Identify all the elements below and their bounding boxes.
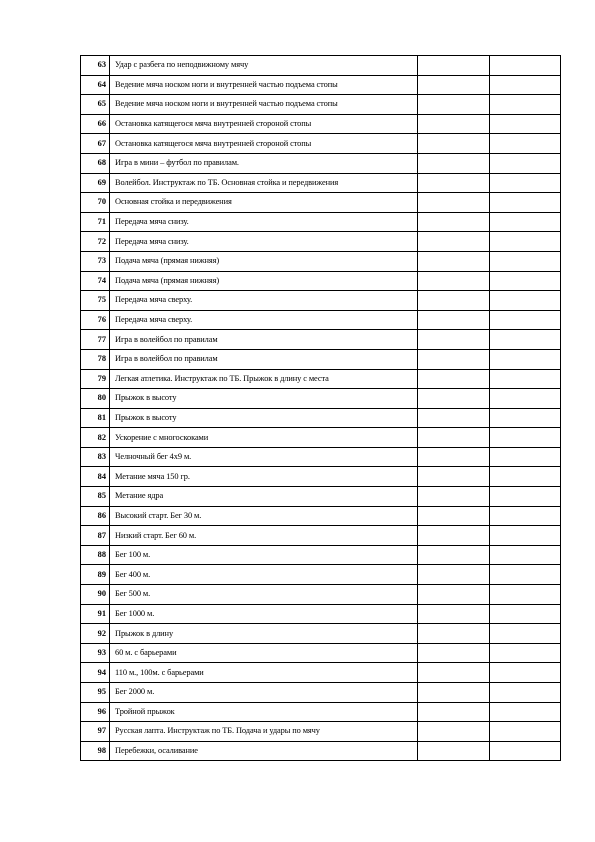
lesson-number-cell: 90 <box>81 585 110 605</box>
planned-date-cell <box>418 310 490 330</box>
actual-date-cell <box>490 389 561 409</box>
actual-date-cell <box>490 663 561 683</box>
planned-date-cell <box>418 643 490 663</box>
lesson-number-cell: 70 <box>81 193 110 213</box>
actual-date-cell <box>490 526 561 546</box>
lesson-topic-cell: Игра в волейбол по правилам <box>110 349 418 369</box>
planned-date-cell <box>418 487 490 507</box>
table-row <box>81 722 561 742</box>
lesson-number-cell: 76 <box>81 310 110 330</box>
actual-date-cell <box>490 134 561 154</box>
lesson-number-cell: 72 <box>81 232 110 252</box>
actual-date-cell <box>490 683 561 703</box>
lesson-number-cell: 85 <box>81 487 110 507</box>
table-row <box>81 193 561 213</box>
table-row <box>81 408 561 428</box>
planned-date-cell <box>418 741 490 761</box>
lesson-number-cell: 74 <box>81 271 110 291</box>
actual-date-cell <box>490 291 561 311</box>
lesson-topic-cell: Подача мяча (прямая нижняя) <box>110 271 418 291</box>
planned-date-cell <box>418 349 490 369</box>
planned-date-cell <box>418 389 490 409</box>
lesson-number-cell: 93 <box>81 643 110 663</box>
lesson-number-cell: 77 <box>81 330 110 350</box>
actual-date-cell <box>490 565 561 585</box>
planned-date-cell <box>418 565 490 585</box>
table-row <box>81 565 561 585</box>
lesson-topic-cell: Игра в волейбол по правилам <box>110 330 418 350</box>
table-row <box>81 506 561 526</box>
actual-date-cell <box>490 369 561 389</box>
planned-date-cell <box>418 585 490 605</box>
actual-date-cell <box>490 643 561 663</box>
lesson-topic-cell: 60 м. с барьерами <box>110 643 418 663</box>
table-row <box>81 447 561 467</box>
lesson-number-cell: 65 <box>81 95 110 115</box>
lesson-number-cell: 95 <box>81 683 110 703</box>
lesson-number-cell: 78 <box>81 349 110 369</box>
actual-date-cell <box>490 722 561 742</box>
lesson-topic-cell: Бег 1000 м. <box>110 604 418 624</box>
planned-date-cell <box>418 75 490 95</box>
table-row <box>81 310 561 330</box>
actual-date-cell <box>490 330 561 350</box>
lesson-number-cell: 75 <box>81 291 110 311</box>
lesson-number-cell: 88 <box>81 545 110 565</box>
planned-date-cell <box>418 251 490 271</box>
actual-date-cell <box>490 232 561 252</box>
actual-date-cell <box>490 585 561 605</box>
lesson-topic-cell: Прыжок в высоту <box>110 389 418 409</box>
planned-date-cell <box>418 702 490 722</box>
table-row <box>81 349 561 369</box>
lesson-number-cell: 81 <box>81 408 110 428</box>
table-row <box>81 585 561 605</box>
table-row <box>81 702 561 722</box>
lesson-topic-cell: Низкий старт. Бег 60 м. <box>110 526 418 546</box>
lesson-number-cell: 94 <box>81 663 110 683</box>
lesson-topic-cell: Передача мяча сверху. <box>110 291 418 311</box>
actual-date-cell <box>490 212 561 232</box>
actual-date-cell <box>490 349 561 369</box>
table-row <box>81 232 561 252</box>
lesson-number-cell: 80 <box>81 389 110 409</box>
lesson-number-cell: 73 <box>81 251 110 271</box>
lesson-topic-cell: Высокий старт. Бег 30 м. <box>110 506 418 526</box>
actual-date-cell <box>490 173 561 193</box>
lesson-topic-cell: Волейбол. Инструктаж по ТБ. Основная стойка и передвижения <box>110 173 418 193</box>
lesson-topic-cell: Прыжок в высоту <box>110 408 418 428</box>
lesson-number-cell: 64 <box>81 75 110 95</box>
lesson-number-cell: 89 <box>81 565 110 585</box>
lesson-number-cell: 97 <box>81 722 110 742</box>
planned-date-cell <box>418 526 490 546</box>
table-row <box>81 428 561 448</box>
actual-date-cell <box>490 56 561 76</box>
lesson-topic-cell: Легкая атлетика. Инструктаж по ТБ. Прыжок в длину с места <box>110 369 418 389</box>
lesson-topic-cell: Челночный бег 4х9 м. <box>110 447 418 467</box>
lesson-topic-cell: Бег 500 м. <box>110 585 418 605</box>
lesson-topic-cell: Передача мяча снизу. <box>110 232 418 252</box>
table-row <box>81 95 561 115</box>
actual-date-cell <box>490 487 561 507</box>
table-row <box>81 683 561 703</box>
lesson-topic-cell: Остановка катящегося мяча внутренней стороной стопы <box>110 134 418 154</box>
planned-date-cell <box>418 56 490 76</box>
actual-date-cell <box>490 545 561 565</box>
lesson-number-cell: 87 <box>81 526 110 546</box>
table-row <box>81 369 561 389</box>
lesson-topic-cell: Остановка катящегося мяча внутренней стороной стопы <box>110 114 418 134</box>
lesson-number-cell: 86 <box>81 506 110 526</box>
actual-date-cell <box>490 624 561 644</box>
actual-date-cell <box>490 271 561 291</box>
lesson-topic-cell: Игра в мини – футбол по правилам. <box>110 153 418 173</box>
lesson-number-cell: 79 <box>81 369 110 389</box>
lesson-topic-cell: Удар с разбега по неподвижному мячу <box>110 56 418 76</box>
lesson-plan-table <box>80 55 561 761</box>
lesson-topic-cell: Тройной прыжок <box>110 702 418 722</box>
lesson-number-cell: 92 <box>81 624 110 644</box>
lesson-topic-cell: Бег 400 м. <box>110 565 418 585</box>
lesson-topic-cell: Передача мяча снизу. <box>110 212 418 232</box>
lesson-number-cell: 98 <box>81 741 110 761</box>
planned-date-cell <box>418 153 490 173</box>
table-row <box>81 56 561 76</box>
lesson-topic-cell: Ускорение с многоскоками <box>110 428 418 448</box>
lesson-number-cell: 83 <box>81 447 110 467</box>
lesson-topic-cell: Русская лапта. Инструктаж по ТБ. Подача и удары по мячу <box>110 722 418 742</box>
actual-date-cell <box>490 193 561 213</box>
actual-date-cell <box>490 251 561 271</box>
actual-date-cell <box>490 428 561 448</box>
planned-date-cell <box>418 114 490 134</box>
actual-date-cell <box>490 447 561 467</box>
planned-date-cell <box>418 467 490 487</box>
planned-date-cell <box>418 193 490 213</box>
actual-date-cell <box>490 467 561 487</box>
lesson-plan-table-body <box>81 56 561 761</box>
planned-date-cell <box>418 271 490 291</box>
actual-date-cell <box>490 702 561 722</box>
actual-date-cell <box>490 95 561 115</box>
planned-date-cell <box>418 212 490 232</box>
planned-date-cell <box>418 722 490 742</box>
planned-date-cell <box>418 232 490 252</box>
planned-date-cell <box>418 173 490 193</box>
actual-date-cell <box>490 310 561 330</box>
lesson-topic-cell: Метание мяча 150 гр. <box>110 467 418 487</box>
planned-date-cell <box>418 663 490 683</box>
planned-date-cell <box>418 604 490 624</box>
lesson-topic-cell: 110 м., 100м. с барьерами <box>110 663 418 683</box>
planned-date-cell <box>418 545 490 565</box>
planned-date-cell <box>418 330 490 350</box>
lesson-topic-cell: Бег 2000 м. <box>110 683 418 703</box>
table-row <box>81 271 561 291</box>
lesson-number-cell: 82 <box>81 428 110 448</box>
table-row <box>81 526 561 546</box>
table-row <box>81 545 561 565</box>
actual-date-cell <box>490 153 561 173</box>
table-row <box>81 624 561 644</box>
lesson-topic-cell: Перебежки, осаливание <box>110 741 418 761</box>
table-row <box>81 212 561 232</box>
lesson-number-cell: 96 <box>81 702 110 722</box>
planned-date-cell <box>418 369 490 389</box>
planned-date-cell <box>418 291 490 311</box>
lesson-number-cell: 68 <box>81 153 110 173</box>
actual-date-cell <box>490 75 561 95</box>
planned-date-cell <box>418 408 490 428</box>
planned-date-cell <box>418 447 490 467</box>
table-row <box>81 75 561 95</box>
actual-date-cell <box>490 114 561 134</box>
planned-date-cell <box>418 683 490 703</box>
table-row <box>81 114 561 134</box>
planned-date-cell <box>418 134 490 154</box>
lesson-number-cell: 67 <box>81 134 110 154</box>
lesson-number-cell: 69 <box>81 173 110 193</box>
table-row <box>81 173 561 193</box>
lesson-topic-cell: Бег 100 м. <box>110 545 418 565</box>
lesson-topic-cell: Метание ядра <box>110 487 418 507</box>
planned-date-cell <box>418 506 490 526</box>
actual-date-cell <box>490 604 561 624</box>
actual-date-cell <box>490 408 561 428</box>
lesson-topic-cell: Ведение мяча носком ноги и внутренней частью подъема стопы <box>110 75 418 95</box>
table-row <box>81 741 561 761</box>
lesson-topic-cell: Подача мяча (прямая нижняя) <box>110 251 418 271</box>
table-row <box>81 291 561 311</box>
lesson-number-cell: 63 <box>81 56 110 76</box>
lesson-number-cell: 84 <box>81 467 110 487</box>
planned-date-cell <box>418 95 490 115</box>
lesson-topic-cell: Ведение мяча носком ноги и внутренней частью подъема стопы <box>110 95 418 115</box>
table-row <box>81 467 561 487</box>
lesson-topic-cell: Прыжок в длину <box>110 624 418 644</box>
table-row <box>81 134 561 154</box>
lesson-topic-cell: Основная стойка и передвижения <box>110 193 418 213</box>
actual-date-cell <box>490 506 561 526</box>
table-row <box>81 604 561 624</box>
lesson-number-cell: 91 <box>81 604 110 624</box>
planned-date-cell <box>418 428 490 448</box>
table-row <box>81 389 561 409</box>
lesson-number-cell: 66 <box>81 114 110 134</box>
table-row <box>81 663 561 683</box>
table-row <box>81 330 561 350</box>
table-row <box>81 153 561 173</box>
actual-date-cell <box>490 741 561 761</box>
table-row <box>81 643 561 663</box>
lesson-number-cell: 71 <box>81 212 110 232</box>
lesson-topic-cell: Передача мяча сверху. <box>110 310 418 330</box>
table-row <box>81 487 561 507</box>
table-row <box>81 251 561 271</box>
planned-date-cell <box>418 624 490 644</box>
